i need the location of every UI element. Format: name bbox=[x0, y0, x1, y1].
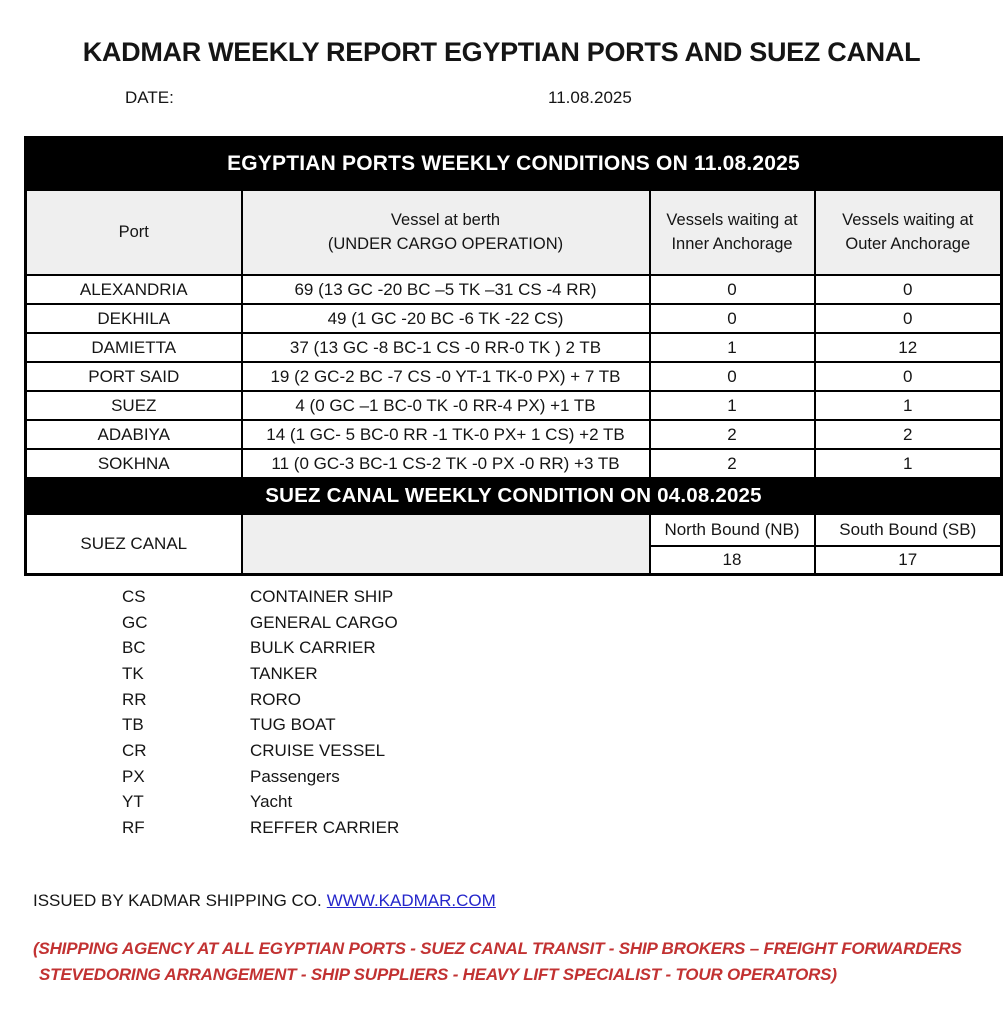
legend-label: Yacht bbox=[250, 792, 293, 812]
issued-text: ISSUED BY KADMAR SHIPPING CO. bbox=[33, 891, 322, 910]
inner-anchorage-cell: 1 bbox=[650, 333, 815, 362]
ports-table bbox=[24, 136, 1003, 576]
ports-section-header-row bbox=[26, 138, 1002, 191]
north-bound-value: 18 bbox=[650, 546, 815, 575]
legend-code: GC bbox=[122, 612, 148, 632]
col-header-inner-anchorage bbox=[650, 190, 815, 275]
kadmar-website-link[interactable]: WWW.KADMAR.COM bbox=[326, 891, 496, 910]
col-header-berth-line1: Vessel at berth bbox=[390, 210, 501, 229]
legend-row-tb bbox=[122, 712, 399, 738]
legend-code: PX bbox=[122, 766, 145, 786]
issued-line bbox=[33, 891, 496, 911]
north-bound-header: North Bound (NB) bbox=[650, 514, 815, 546]
legend-row-cs bbox=[122, 584, 399, 610]
table-row-dekhila bbox=[26, 304, 1002, 333]
table-row-adabiya bbox=[26, 420, 1002, 449]
outer-anchorage-cell: 0 bbox=[815, 275, 1002, 304]
legend-label: REFFER CARRIER bbox=[250, 818, 400, 838]
port-cell: SOKHNA bbox=[26, 449, 242, 478]
berth-cell: 4 (0 GC –1 BC-0 TK -0 RR-4 PX) +1 TB bbox=[242, 391, 650, 420]
services-line-1: (SHIPPING AGENCY AT ALL EGYPTIAN PORTS - SUEZ CANAL TRANSIT - SHIP BROKERS – FREIGHT FORWARDERS bbox=[33, 939, 962, 958]
legend-code: TB bbox=[122, 715, 144, 735]
legend-row-yt bbox=[122, 790, 399, 816]
legend-label: CRUISE VESSEL bbox=[250, 740, 386, 760]
berth-cell: 69 (13 GC -20 BC –5 TK –31 CS -4 RR) bbox=[242, 275, 650, 304]
table-row-damietta bbox=[26, 333, 1002, 362]
legend-row-rr bbox=[122, 687, 399, 713]
legend-row-rf bbox=[122, 815, 399, 841]
berth-cell: 19 (2 GC-2 BC -7 CS -0 YT-1 TK-0 PX) + 7 TB bbox=[242, 362, 650, 391]
legend-code: TK bbox=[122, 663, 144, 683]
port-cell: ADABIYA bbox=[26, 420, 242, 449]
services-line-2: STEVEDORING ARRANGEMENT - SHIP SUPPLIERS - HEAVY LIFT SPECIALIST - TOUR OPERATORS) bbox=[39, 965, 837, 984]
date-label: DATE: bbox=[125, 88, 174, 107]
legend-code: RF bbox=[122, 818, 145, 838]
legend-label: RORO bbox=[250, 689, 301, 709]
outer-anchorage-cell: 1 bbox=[815, 449, 1002, 478]
suez-section-header-row bbox=[26, 478, 1002, 514]
inner-anchorage-cell: 0 bbox=[650, 304, 815, 333]
outer-anchorage-cell: 0 bbox=[815, 304, 1002, 333]
legend-label: TANKER bbox=[250, 663, 318, 683]
services-note bbox=[33, 936, 983, 988]
port-cell: ALEXANDRIA bbox=[26, 275, 242, 304]
legend-row-px bbox=[122, 764, 399, 790]
suez-canal-label: SUEZ CANAL bbox=[26, 514, 242, 575]
inner-anchorage-cell: 0 bbox=[650, 362, 815, 391]
port-cell: SUEZ bbox=[26, 391, 242, 420]
inner-anchorage-cell: 2 bbox=[650, 420, 815, 449]
south-bound-header: South Bound (SB) bbox=[815, 514, 1002, 546]
suez-header-row bbox=[26, 514, 1002, 546]
col-header-outer-line1: Vessels waiting at bbox=[842, 210, 974, 229]
table-row-port-said bbox=[26, 362, 1002, 391]
legend-code: CR bbox=[122, 740, 147, 760]
date-value: 11.08.2025 bbox=[548, 88, 632, 107]
legend-code: CS bbox=[122, 586, 146, 606]
legend bbox=[122, 584, 399, 841]
berth-cell: 37 (13 GC -8 BC-1 CS -0 RR-0 TK ) 2 TB bbox=[242, 333, 650, 362]
legend-code: RR bbox=[122, 689, 147, 709]
legend-label: Passengers bbox=[250, 766, 340, 786]
inner-anchorage-cell: 1 bbox=[650, 391, 815, 420]
port-cell: PORT SAID bbox=[26, 362, 242, 391]
legend-label: BULK CARRIER bbox=[250, 638, 376, 658]
outer-anchorage-cell: 12 bbox=[815, 333, 1002, 362]
legend-row-gc bbox=[122, 610, 399, 636]
port-cell: DAMIETTA bbox=[26, 333, 242, 362]
ports-section-title: EGYPTIAN PORTS WEEKLY CONDITIONS ON 11.08.2025 bbox=[26, 138, 1002, 191]
col-header-outer-line2: Outer Anchorage bbox=[845, 234, 971, 253]
col-header-berth-line2: (UNDER CARGO OPERATION) bbox=[327, 234, 564, 253]
legend-code: YT bbox=[122, 792, 144, 812]
col-header-berth bbox=[242, 190, 650, 275]
outer-anchorage-cell: 2 bbox=[815, 420, 1002, 449]
south-bound-value: 17 bbox=[815, 546, 1002, 575]
berth-cell: 11 (0 GC-3 BC-1 CS-2 TK -0 PX -0 RR) +3 TB bbox=[242, 449, 650, 478]
legend-code: BC bbox=[122, 638, 146, 658]
suez-section-title: SUEZ CANAL WEEKLY CONDITION ON 04.08.2025 bbox=[26, 478, 1002, 514]
legend-row-bc bbox=[122, 635, 399, 661]
col-header-inner-line1: Vessels waiting at bbox=[666, 210, 798, 229]
berth-cell: 49 (1 GC -20 BC -6 TK -22 CS) bbox=[242, 304, 650, 333]
table-row-sokhna bbox=[26, 449, 1002, 478]
table-row-suez bbox=[26, 391, 1002, 420]
legend-label: TUG BOAT bbox=[250, 715, 336, 735]
berth-cell: 14 (1 GC- 5 BC-0 RR -1 TK-0 PX+ 1 CS) +2 TB bbox=[242, 420, 650, 449]
col-header-inner-line2: Inner Anchorage bbox=[671, 234, 793, 253]
column-header-row bbox=[26, 190, 1002, 275]
inner-anchorage-cell: 0 bbox=[650, 275, 815, 304]
table-row-alexandria bbox=[26, 275, 1002, 304]
col-header-outer-anchorage bbox=[815, 190, 1002, 275]
legend-row-tk bbox=[122, 661, 399, 687]
outer-anchorage-cell: 1 bbox=[815, 391, 1002, 420]
col-header-port: Port bbox=[26, 190, 242, 275]
legend-label: GENERAL CARGO bbox=[250, 612, 398, 632]
page-title: KADMAR WEEKLY REPORT EGYPTIAN PORTS AND SUEZ CANAL bbox=[82, 37, 921, 67]
outer-anchorage-cell: 0 bbox=[815, 362, 1002, 391]
port-cell: DEKHILA bbox=[26, 304, 242, 333]
inner-anchorage-cell: 2 bbox=[650, 449, 815, 478]
legend-label: CONTAINER SHIP bbox=[250, 586, 394, 606]
legend-row-cr bbox=[122, 738, 399, 764]
suez-empty-cell bbox=[242, 514, 650, 575]
